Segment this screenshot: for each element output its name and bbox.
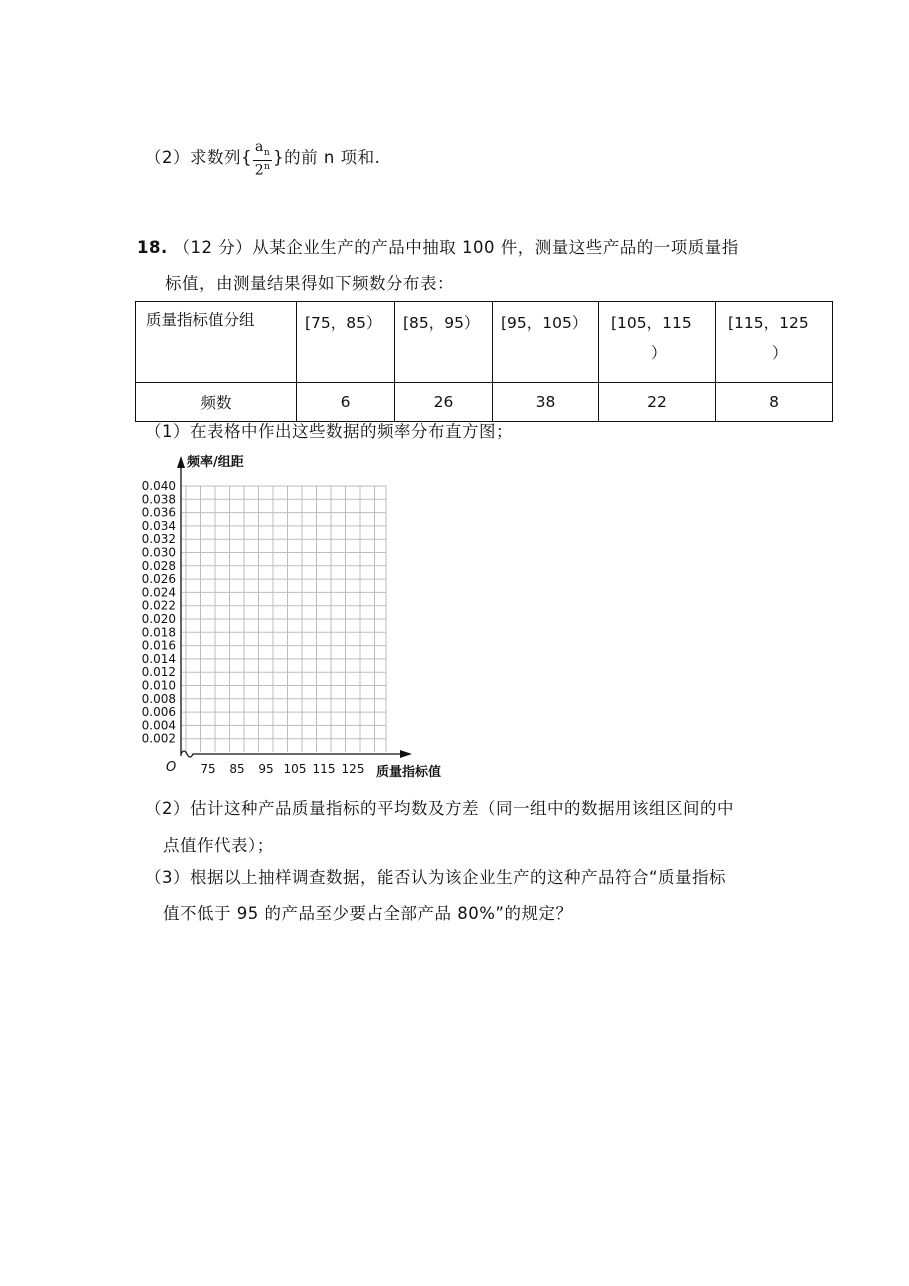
y-tick-label: 0.010: [141, 678, 176, 693]
group-5-wrap: ）: [772, 344, 788, 362]
table-cell-group-1: [297, 302, 395, 383]
y-tick-label: 0.038: [141, 492, 176, 507]
q18-part1: （1）在表格中作出这些数据的频率分布直方图；: [145, 422, 513, 441]
y-tick-label: 0.004: [141, 718, 176, 733]
y-tick-label: 0.028: [141, 558, 176, 573]
table-cell-group-5: [716, 302, 833, 383]
x-tick-label: 75: [200, 762, 216, 776]
origin-label: O: [166, 760, 177, 775]
group-3-label: [95，105）: [501, 314, 588, 332]
x-tick-label: 115: [312, 762, 336, 776]
table-header-freq: 频数: [136, 383, 297, 422]
frac-den: 2: [254, 162, 265, 179]
y-tick-label: 0.040: [141, 479, 176, 493]
q18-number: 18.: [137, 238, 168, 257]
group-2-label: [85，95）: [403, 314, 480, 332]
table-cell-freq-3: 38: [493, 383, 599, 422]
y-tick-label: 0.022: [141, 598, 176, 613]
group-4-wrap: ）: [651, 344, 667, 362]
q17-part2-prefix: （2）求数列{: [145, 148, 252, 168]
y-axis-title: 频率/组距: [187, 455, 244, 470]
x-tick-label: 95: [258, 762, 274, 776]
q18-stem-line2: 标值，由测量结果得如下频数分布表：: [165, 274, 454, 293]
group-4-label: [105，115: [611, 314, 692, 332]
q18-stem-line1: （12 分）从某企业生产的产品中抽取 100 件，测量这些产品的一项质量指: [173, 238, 739, 257]
table-header-groups: 质量指标值分组: [136, 302, 297, 383]
y-tick-label: 0.016: [141, 638, 176, 653]
x-tick-label: 105: [283, 762, 307, 776]
frac-num-sub: n: [263, 147, 271, 158]
x-axis-title: 质量指标值: [376, 765, 442, 780]
x-tick-label: 125: [341, 762, 365, 776]
y-tick-label: 0.036: [141, 505, 176, 520]
y-tick-label: 0.032: [141, 532, 176, 547]
table-cell-freq-1: 6: [297, 383, 395, 422]
table-row-freqs: [136, 383, 833, 422]
y-tick-label: 0.026: [141, 572, 176, 587]
y-tick-label: 0.024: [141, 585, 176, 600]
table-cell-freq-5: 8: [716, 383, 833, 422]
table-cell-group-2: [395, 302, 493, 383]
q17-part2-suffix: }的前 n 项和.: [273, 148, 381, 168]
frac-den-sup: n: [264, 161, 271, 172]
frac-num: a: [255, 139, 264, 155]
y-tick-label: 0.018: [141, 625, 176, 640]
group-1-label: [75，85）: [305, 314, 382, 332]
table-row-groups: [136, 302, 833, 383]
q18-part3-line1: （3）根据以上抽样调查数据，能否认为该企业生产的这种产品符合“质量指标: [145, 868, 727, 887]
q18-part2-line1: （2）估计这种产品质量指标的平均数及方差（同一组中的数据用该组区间的中: [145, 799, 734, 818]
q18-part2-line2: 点值作代表）；: [163, 836, 274, 855]
y-axis-arrow: [177, 456, 185, 468]
x-tick-label: 85: [229, 762, 245, 776]
y-tick-label: 0.002: [141, 731, 176, 746]
q17-part2: [145, 140, 380, 177]
table-cell-group-4: [599, 302, 716, 383]
histogram-grid-chart: [130, 450, 460, 785]
y-tick-label: 0.012: [141, 665, 176, 680]
y-tick-label: 0.020: [141, 612, 176, 626]
fraction-an-over-2n: [253, 140, 272, 177]
y-tick-label: 0.008: [141, 691, 176, 706]
frequency-table: [135, 301, 833, 422]
y-tick-label: 0.014: [141, 651, 176, 666]
q18-part3-line2: 值不低于 95 的产品至少要占全部产品 80%”的规定？: [163, 904, 573, 923]
y-tick-label: 0.006: [141, 705, 176, 720]
q18-line1: [137, 234, 739, 258]
group-5-label: [115，125: [728, 314, 809, 332]
table-cell-freq-4: 22: [599, 383, 716, 422]
table-cell-freq-2: 26: [395, 383, 493, 422]
table-cell-group-3: [493, 302, 599, 383]
y-tick-label: 0.030: [141, 545, 176, 560]
y-tick-label: 0.034: [141, 518, 176, 533]
x-axis-arrow: [400, 750, 412, 758]
